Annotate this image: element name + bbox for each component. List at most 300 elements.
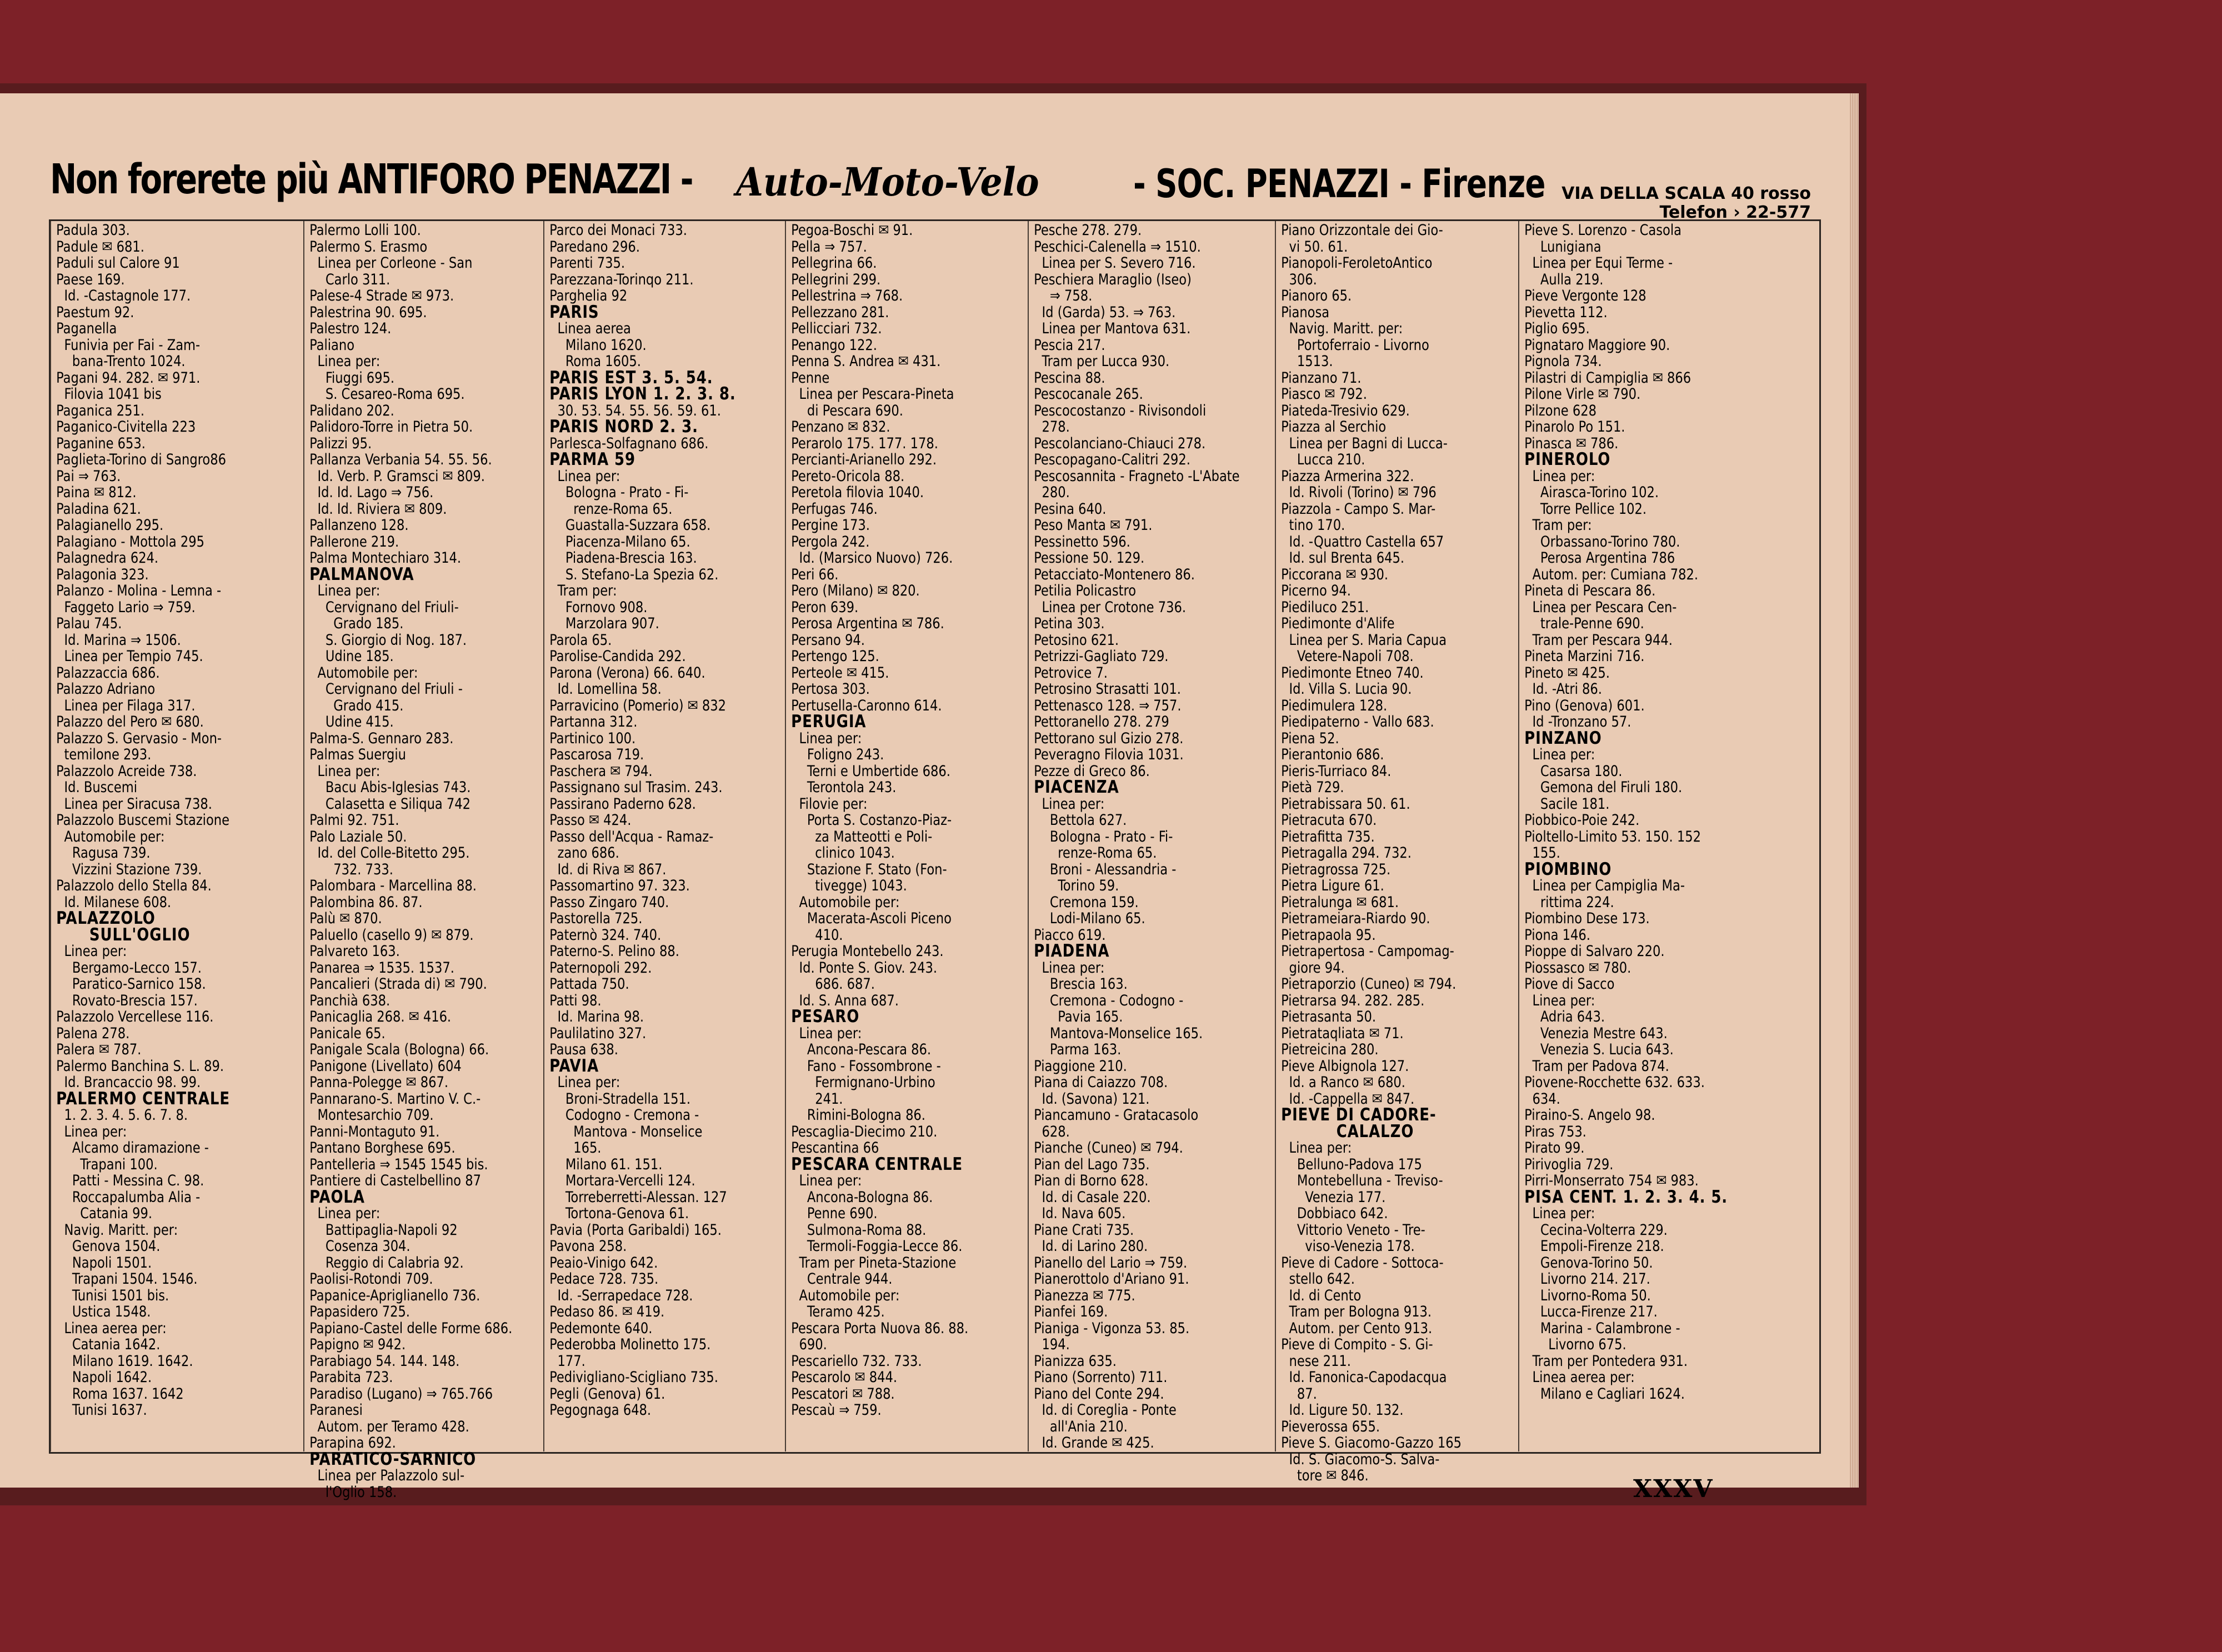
index-entry: Linea per:: [1524, 992, 1595, 1009]
index-entry: Pavia (Porta Garibaldi) 165.: [549, 1221, 722, 1239]
index-entry: 87.: [1281, 1385, 1317, 1403]
index-entry: Torre Pellice 102.: [1524, 500, 1647, 518]
index-entry: Ancona-Bologna 86.: [791, 1188, 933, 1206]
index-entry: Pescatori ✉ 788.: [791, 1385, 895, 1403]
index-entry: Pino (Genova) 601.: [1524, 697, 1645, 714]
index-entry: Pietrarsa 94. 282. 285.: [1281, 992, 1425, 1009]
index-entry: Pietrameiara-Riardo 90.: [1281, 910, 1430, 927]
index-entry: Pian di Borno 628.: [1034, 1172, 1149, 1189]
index-entry: Palazzolo Vercellese 116.: [56, 1008, 214, 1025]
index-entry: Linea per Siracusa 738.: [56, 795, 212, 813]
index-entry: Milano 61. 151.: [549, 1155, 663, 1173]
index-entry: 628.: [1034, 1123, 1070, 1140]
index-entry: Pescantina 66: [791, 1139, 879, 1157]
index-entry: Pescaglia-Diecimo 210.: [791, 1123, 938, 1140]
index-entry: Persano 94.: [791, 631, 865, 649]
index-entry: Catania 99.: [56, 1205, 153, 1222]
index-entry: Palagianello 295.: [56, 517, 164, 534]
index-entry: Penne: [791, 369, 830, 387]
index-entry: Palermo Lolli 100.: [309, 222, 421, 239]
index-entry: Mantova-Monselice 165.: [1034, 1024, 1203, 1042]
index-entry: Pesina 640.: [1034, 500, 1107, 518]
index-entry: Fano - Fossombrone -: [791, 1057, 941, 1075]
index-entry: Pessione 50. 129.: [1034, 549, 1145, 567]
index-entry: 1. 2. 3. 4. 5. 6. 7. 8.: [56, 1107, 188, 1124]
index-entry: Ancona-Pescara 86.: [791, 1041, 932, 1058]
index-entry: Pieve S. Lorenzo - Casola: [1524, 222, 1681, 239]
index-entry: Id. di Cento: [1281, 1286, 1362, 1304]
index-entry: stello 642.: [1281, 1270, 1355, 1288]
index-entry: Palidoro-Torre in Pietra 50.: [309, 418, 473, 435]
index-entry: Linea per Palazzolo sul-: [309, 1467, 465, 1484]
index-entry: Fornovo 908.: [549, 598, 648, 616]
index-entry: Palazzolo Buscemi Stazione: [56, 812, 230, 829]
index-entry: Penne 690.: [791, 1205, 878, 1222]
index-entry: Peveragno Filovia 1031.: [1034, 746, 1184, 763]
index-entry: Piedimonte Etneo 740.: [1281, 664, 1424, 682]
index-entry: Orbassano-Torino 780.: [1524, 533, 1680, 550]
index-entry: Peso Manta ✉ 791.: [1034, 517, 1153, 534]
index-entry: Piazza al Serchio: [1281, 418, 1387, 435]
index-entry: Linea per Equi Terme -: [1524, 254, 1673, 272]
index-entry: Cervignano del Friuli-: [309, 598, 459, 616]
index-entry: Lodi-Milano 65.: [1034, 910, 1145, 927]
index-entry: Piobbico-Poie 242.: [1524, 812, 1640, 829]
index-entry: Trapani 1504. 1546.: [56, 1270, 198, 1288]
index-entry: Id. -Castagnole 177.: [56, 287, 191, 304]
index-entry: 155.: [1524, 844, 1560, 862]
index-entry: S. Cesareo-Roma 695.: [309, 386, 465, 403]
index-entry: Pesche 278. 279.: [1034, 222, 1142, 239]
index-entry: Linea aerea: [549, 320, 631, 337]
index-entry: Pietra Ligure 61.: [1281, 877, 1384, 894]
index-entry: Broni - Alessandria -: [1034, 860, 1177, 878]
index-heading: PINZANO: [1524, 728, 1602, 748]
index-entry: Id. del Colle-Bitetto 295.: [309, 844, 470, 862]
index-entry: Pancalieri (Strada di) ✉ 790.: [309, 975, 487, 993]
index-entry: Parolise-Candida 292.: [549, 648, 686, 665]
index-entry: Cremona - Codogno -: [1034, 992, 1184, 1009]
index-entry: Id. Id. Lago ⇒ 756.: [309, 484, 434, 501]
index-entry: Paina ✉ 812.: [56, 484, 137, 501]
index-entry: Pero (Milano) ✉ 820.: [791, 582, 920, 599]
index-entry: Piccorana ✉ 930.: [1281, 565, 1389, 583]
index-entry: Pianerottolo d'Ariano 91.: [1034, 1270, 1189, 1288]
index-entry: Palazzo Adriano: [56, 680, 156, 698]
index-entry: Venezia 177.: [1281, 1188, 1386, 1206]
index-heading: PARIS: [549, 302, 599, 322]
index-entry: Pianizza 635.: [1034, 1352, 1117, 1370]
index-entry: 241.: [791, 1090, 843, 1108]
index-entry: Paliano: [309, 336, 355, 354]
index-entry: Pettorano sul Gizio 278.: [1034, 729, 1184, 747]
index-entry: Linea per:: [1034, 959, 1105, 977]
index-entry: Pausa 638.: [549, 1041, 618, 1058]
index-entry: 165.: [549, 1139, 602, 1157]
index-entry: Id. di Riva ✉ 867.: [549, 860, 667, 878]
index-entry: Piedimulera 128.: [1281, 697, 1388, 714]
index-entry: Perteole ✉ 415.: [791, 664, 889, 682]
index-entry: Paganico-Civitella 223: [56, 418, 196, 435]
index-entry: Id. Ponte S. Giov. 243.: [791, 959, 938, 977]
page-edge: [1850, 93, 1859, 1488]
index-entry: Pantano Borghese 695.: [309, 1139, 456, 1157]
index-entry: Id. Lomellina 58.: [549, 680, 662, 698]
index-entry: Pierantonio 686.: [1281, 746, 1384, 763]
index-entry: Palidano 202.: [309, 402, 394, 419]
index-entry: Automobile per:: [56, 828, 165, 845]
index-entry: Bologna - Prato - Fi-: [1034, 828, 1173, 845]
index-entry: Pantelleria ⇒ 1545 1545 bis.: [309, 1155, 488, 1173]
index-entry: Pavia 165.: [1034, 1008, 1123, 1025]
index-entry: 30. 53. 54. 55. 56. 59. 61.: [549, 402, 721, 419]
index-entry: Linea per:: [309, 353, 381, 370]
index-entry: Piazza Armerina 322.: [1281, 467, 1414, 485]
index-entry: Palù ✉ 870.: [309, 910, 382, 927]
index-heading: PISA CENT. 1. 2. 3. 4. 5.: [1524, 1187, 1728, 1207]
index-entry: Terontola 243.: [791, 779, 897, 796]
index-entry: Id. di Casale 220.: [1034, 1188, 1151, 1206]
index-entry: Palazzolo Acreide 738.: [56, 762, 197, 780]
index-entry: Id. (Savona) 121.: [1034, 1090, 1150, 1108]
index-entry: Piras 753.: [1524, 1123, 1587, 1140]
index-entry: nese 211.: [1281, 1352, 1351, 1370]
index-entry: Vittorio Veneto - Tre-: [1281, 1221, 1425, 1239]
index-entry: Parola 65.: [549, 631, 612, 649]
index-entry: Piove di Sacco: [1524, 975, 1615, 993]
index-entry: Perfugas 746.: [791, 500, 878, 518]
index-entry: Pietracuta 670.: [1281, 812, 1377, 829]
index-entry: Pignataro Maggiore 90.: [1524, 336, 1670, 354]
index-entry: Dobbiaco 642.: [1281, 1205, 1388, 1222]
index-entry: Papasidero 725.: [309, 1303, 410, 1320]
index-entry: Palau 745.: [56, 615, 122, 632]
index-entry: Panigale Scala (Bologna) 66.: [309, 1041, 489, 1058]
index-entry: Aulla 219.: [1524, 271, 1604, 288]
index-entry: Palanzo - Molina - Lemna -: [56, 582, 222, 599]
index-entry: Pattada 750.: [549, 975, 629, 993]
index-entry: Vetere-Napoli 708.: [1281, 648, 1414, 665]
index-entry: Pergine 173.: [791, 517, 870, 534]
index-entry: di Pescara 690.: [791, 402, 903, 419]
header-company: - SOC. PENAZZI - Firenze: [1133, 161, 1545, 207]
index-entry: Pescolanciano-Chiauci 278.: [1034, 434, 1206, 452]
index-entry: Lunigiana: [1524, 238, 1602, 256]
index-entry: Foligno 243.: [791, 746, 884, 763]
index-entry: Battipaglia-Napoli 92: [309, 1221, 458, 1239]
index-entry: Sacile 181.: [1524, 795, 1610, 813]
index-entry: Pianche (Cuneo) ✉ 794.: [1034, 1139, 1183, 1157]
index-entry: renze-Roma 65.: [549, 500, 673, 518]
index-entry: 410.: [791, 926, 843, 944]
index-entry: Pedivigliano-Scigliano 735.: [549, 1369, 718, 1386]
index-entry: renze-Roma 65.: [1034, 844, 1157, 862]
index-entry: Roma 1605.: [549, 353, 641, 370]
index-entry: 194.: [1034, 1336, 1070, 1353]
index-entry: Pettenasco 128. ⇒ 757.: [1034, 697, 1182, 714]
index-column-5: [1028, 221, 1265, 1451]
index-entry: Passo dell'Acqua - Ramaz-: [549, 828, 714, 845]
index-entry: Napoli 1501.: [56, 1254, 152, 1271]
index-entry: Torreberretti-Alessan. 127: [549, 1188, 727, 1206]
index-entry: Patti 98.: [549, 992, 602, 1009]
index-entry: Id. -Cappella ✉ 847.: [1281, 1090, 1415, 1108]
index-entry: Palestrina 90. 695.: [309, 303, 427, 321]
index-entry: Linea per:: [549, 1074, 620, 1091]
index-entry: Petrizzi-Gagliato 729.: [1034, 648, 1169, 665]
index-entry: Tortona-Genova 61.: [549, 1205, 689, 1222]
index-entry: Airasca-Torino 102.: [1524, 484, 1659, 501]
index-entry: Paredano 296.: [549, 238, 640, 256]
index-entry: Id -Tronzano 57.: [1524, 713, 1632, 730]
index-entry: Peaio-Vinigo 642.: [549, 1254, 658, 1271]
index-entry: tino 170.: [1281, 517, 1345, 534]
index-entry: Piane Crati 735.: [1034, 1221, 1134, 1239]
index-entry: Perarolo 175. 177. 178.: [791, 434, 938, 452]
index-entry: Palombina 86. 87.: [309, 893, 423, 911]
index-entry: Stazione F. Stato (Fon-: [791, 860, 947, 878]
index-entry: Linea aerea per:: [56, 1319, 167, 1337]
index-entry: Piazzola - Campo S. Mar-: [1281, 500, 1436, 518]
index-entry: Piena 52.: [1281, 729, 1339, 747]
index-entry: ⇒ 758.: [1034, 287, 1093, 304]
index-entry: Teramo 425.: [791, 1303, 885, 1320]
index-entry: Petrovice 7.: [1034, 664, 1108, 682]
index-entry: Paganine 653.: [56, 434, 146, 452]
index-entry: Autom. per: Cumiana 782.: [1524, 565, 1699, 583]
index-entry: Partanna 312.: [549, 713, 638, 730]
index-heading: PIADENA: [1034, 941, 1110, 961]
index-entry: Picerno 94.: [1281, 582, 1351, 599]
index-entry: Tram per Pescara 944.: [1524, 631, 1673, 649]
index-entry: trale-Penne 690.: [1524, 615, 1644, 632]
index-entry: Parma 163.: [1034, 1041, 1122, 1058]
index-entry: Palma Montechiaro 314.: [309, 549, 462, 567]
index-entry: Autom. per Cento 913.: [1281, 1319, 1433, 1337]
index-entry: Penzano ✉ 832.: [791, 418, 890, 435]
index-entry: Pellezzano 281.: [791, 303, 889, 321]
index-entry: Paulilatino 327.: [549, 1024, 647, 1042]
index-entry: Id. Grande ✉ 425.: [1034, 1434, 1154, 1451]
index-entry: Gemona del Firuli 180.: [1524, 779, 1683, 796]
index-entry: Palese-4 Strade ✉ 973.: [309, 287, 454, 304]
index-heading: PAVIA: [549, 1055, 599, 1076]
index-entry: Lucca 210.: [1281, 451, 1365, 468]
index-entry: Napoli 1642.: [56, 1369, 152, 1386]
index-entry: 1513.: [1281, 353, 1333, 370]
index-entry: Palera ✉ 787.: [56, 1041, 142, 1058]
index-entry: Mortara-Vercelli 124.: [549, 1172, 695, 1189]
index-entry: Ustica 1548.: [56, 1303, 151, 1320]
index-entry: 686. 687.: [791, 975, 875, 993]
index-entry: Genova-Torino 50.: [1524, 1254, 1653, 1271]
index-entry: za Matteotti e Poli-: [791, 828, 933, 845]
index-heading: PIOMBINO: [1524, 859, 1612, 879]
index-entry: Panicaglia 268. ✉ 416.: [309, 1008, 452, 1025]
index-entry: Peron 639.: [791, 598, 859, 616]
index-entry: giore 94.: [1281, 959, 1345, 977]
index-entry: Piano del Conte 294.: [1034, 1385, 1164, 1403]
index-entry: Linea per:: [791, 729, 862, 747]
index-column-3: [543, 221, 779, 1451]
index-entry: Paglieta-Torino di Sangro86: [56, 451, 226, 468]
index-entry: Parezzana-Torinqo 211.: [549, 271, 694, 288]
running-head: [50, 156, 1822, 222]
index-entry: Alcamo diramazione -: [56, 1139, 209, 1157]
index-entry: Tram per Padova 874.: [1524, 1057, 1669, 1075]
index-entry: Grado 415.: [309, 697, 404, 714]
index-entry: Id. Marina ⇒ 1506.: [56, 631, 181, 649]
index-entry: Pertengo 125.: [791, 648, 879, 665]
index-entry: Pescia 217.: [1034, 336, 1105, 354]
index-entry: Peretola filovia 1040.: [791, 484, 924, 501]
index-entry: Id. Fanonica-Capodacqua: [1281, 1369, 1447, 1386]
index-entry: Sulmona-Roma 88.: [791, 1221, 927, 1239]
index-entry: Faggeto Lario ⇒ 759.: [56, 598, 196, 616]
index-entry: Panna-Polegge ✉ 867.: [309, 1074, 449, 1091]
index-heading: SULL'OGLIO: [56, 924, 191, 945]
index-entry: Pettoranello 278. 279: [1034, 713, 1169, 730]
index-entry: Bergamo-Lecco 157.: [56, 959, 202, 977]
index-entry: Lucca-Firenze 217.: [1524, 1303, 1658, 1320]
index-entry: Palombara - Marcellina 88.: [309, 877, 477, 894]
index-entry: Perugia Montebello 243.: [791, 943, 944, 960]
index-entry: Palmas Suergiu: [309, 746, 406, 763]
index-entry: Id. Nava 605.: [1034, 1205, 1126, 1222]
index-entry: Id. Rivoli (Torino) ✉ 796: [1281, 484, 1437, 501]
index-entry: Udine 185.: [309, 648, 394, 665]
index-entry: zano 686.: [549, 844, 619, 862]
index-entry: Pietragrossa 725.: [1281, 860, 1391, 878]
index-entry: Pertosa 303.: [791, 680, 870, 698]
index-entry: Palazzo S. Gervasio - Mon-: [56, 729, 222, 747]
index-entry: Pegognaga 648.: [549, 1401, 652, 1419]
index-entry: Pascarosa 719.: [549, 746, 644, 763]
index-entry: tivegge) 1043.: [791, 877, 907, 894]
index-entry: Cosenza 304.: [309, 1238, 411, 1255]
index-entry: 690.: [791, 1336, 827, 1353]
index-entry: Tram per Pineta-Stazione: [791, 1254, 957, 1271]
index-entry: viso-Venezia 178.: [1281, 1238, 1415, 1255]
index-entry: Palvareto 163.: [309, 943, 400, 960]
index-entry: Pallanza Verbania 54. 55. 56.: [309, 451, 492, 468]
index-entry: Pergola 242.: [791, 533, 870, 550]
index-entry: Tunisi 1637.: [56, 1401, 147, 1419]
index-entry: Palagiano - Mottola 295: [56, 533, 204, 550]
index-entry: Linea per Campiglia Ma-: [1524, 877, 1685, 894]
index-entry: Paternò 324. 740.: [549, 926, 662, 944]
index-entry: Macerata-Ascoli Piceno: [791, 910, 952, 927]
index-entry: Linea per Pescara-Pineta: [791, 386, 954, 403]
index-entry: Pilone Virle ✉ 790.: [1524, 386, 1641, 403]
index-entry: Pella ⇒ 757.: [791, 238, 867, 256]
index-heading: CALALZO: [1281, 1121, 1414, 1142]
index-entry: Perosa Argentina ✉ 786.: [791, 615, 944, 632]
index-entry: Id. di Coreglia - Ponte: [1034, 1401, 1177, 1419]
index-entry: Cervignano del Friuli -: [309, 680, 463, 698]
header-address-street: VIA DELLA SCALA 40 rosso: [1562, 184, 1811, 203]
index-entry: Trapani 100.: [56, 1155, 158, 1173]
index-entry: Linea per:: [56, 943, 127, 960]
index-entry: Pianopoli-FeroletoAntico: [1281, 254, 1433, 272]
index-entry: Paladina 621.: [56, 500, 141, 518]
index-entry: Pirivoglia 729.: [1524, 1155, 1614, 1173]
index-entry: Casarsa 180.: [1524, 762, 1623, 780]
index-entry: Linea per:: [1524, 467, 1595, 485]
index-entry: Piovene-Rocchette 632. 633.: [1524, 1074, 1705, 1091]
index-entry: Palma-S. Gennaro 283.: [309, 729, 454, 747]
index-entry: Pirato 99.: [1524, 1139, 1585, 1157]
index-entry: Pineta Marzini 716.: [1524, 648, 1645, 665]
index-entry: Papiano-Castel delle Forme 686.: [309, 1319, 513, 1337]
index-entry: Parabita 723.: [309, 1369, 393, 1386]
index-entry: Pegoa-Boschi ✉ 91.: [791, 222, 913, 239]
index-entry: Perosa Argentina 786: [1524, 549, 1675, 567]
index-entry: Brescia 163.: [1034, 975, 1128, 993]
index-entry: Percianti-Arianello 292.: [791, 451, 937, 468]
index-entry: Pieve Albignola 127.: [1281, 1057, 1409, 1075]
index-entry: Milano 1619. 1642.: [56, 1352, 193, 1370]
index-entry: Palazzo del Pero ✉ 680.: [56, 713, 204, 730]
index-entry: Piombino Dese 173.: [1524, 910, 1650, 927]
index-entry: Piano Orizzontale dei Gio-: [1281, 222, 1443, 239]
header-address-phone: Telefon › 22-577: [1659, 203, 1811, 222]
index-entry: Automobile per:: [791, 1286, 900, 1304]
index-entry: Padule ✉ 681.: [56, 238, 144, 256]
index-entry: Pian del Lago 735.: [1034, 1155, 1150, 1173]
index-entry: Calasetta e Siliqua 742: [309, 795, 471, 813]
index-entry: Id. S. Giacomo-S. Salva-: [1281, 1450, 1440, 1468]
index-entry: Tram per Bologna 913.: [1281, 1303, 1432, 1320]
index-entry: Portoferraio - Livorno: [1281, 336, 1429, 354]
index-entry: Petrosino Strasatti 101.: [1034, 680, 1181, 698]
index-entry: S. Stefano-La Spezia 62.: [549, 565, 719, 583]
index-entry: Funivia per Fai - Zam-: [56, 336, 201, 354]
index-entry: Paratico-Sarnico 158.: [56, 975, 206, 993]
index-entry: Pieve Vergonte 128: [1524, 287, 1647, 304]
index-entry: Rovato-Brescia 157.: [56, 992, 198, 1009]
index-entry: Pescosannita - Fragneto -L'Abate: [1034, 467, 1240, 485]
index-entry: Pastorella 725.: [549, 910, 643, 927]
index-entry: Pescarolo ✉ 844.: [791, 1369, 898, 1386]
index-entry: Pilzone 628: [1524, 402, 1597, 419]
page-number: XXXV: [1633, 1475, 1714, 1503]
index-entry: Pieris-Turriaco 84.: [1281, 762, 1392, 780]
index-entry: Panigone (Livellato) 604: [309, 1057, 462, 1075]
index-heading: PAOLA: [309, 1187, 365, 1207]
index-entry: Linea per:: [56, 1123, 127, 1140]
index-entry: Piacco 619.: [1034, 926, 1106, 944]
index-heading: PINEROLO: [1524, 449, 1611, 469]
index-entry: Palagonia 323.: [56, 565, 149, 583]
index-column-2: [303, 221, 539, 1501]
index-entry: Pietrabissara 50. 61.: [1281, 795, 1410, 813]
index-entry: Panicale 65.: [309, 1024, 386, 1042]
index-entry: Pedace 728. 735.: [549, 1270, 659, 1288]
index-entry: Pietrasanta 50.: [1281, 1008, 1377, 1025]
index-entry: Navig. Maritt. per:: [1281, 320, 1403, 337]
index-entry: Pineto ✉ 425.: [1524, 664, 1610, 682]
index-entry: Milano 1620.: [549, 336, 647, 354]
index-entry: Id. sul Brenta 645.: [1281, 549, 1405, 567]
index-entry: Cremona 159.: [1034, 893, 1139, 911]
index-entry: Id. Brancaccio 98. 99.: [56, 1074, 201, 1091]
index-entry: Tram per Pontedera 931.: [1524, 1352, 1688, 1370]
index-entry: Panarea ⇒ 1535. 1537.: [309, 959, 454, 977]
index-entry: Grado 185.: [309, 615, 404, 632]
index-entry: Id. S. Anna 687.: [791, 992, 899, 1009]
index-entry: Palazzolo dello Stella 84.: [56, 877, 212, 894]
